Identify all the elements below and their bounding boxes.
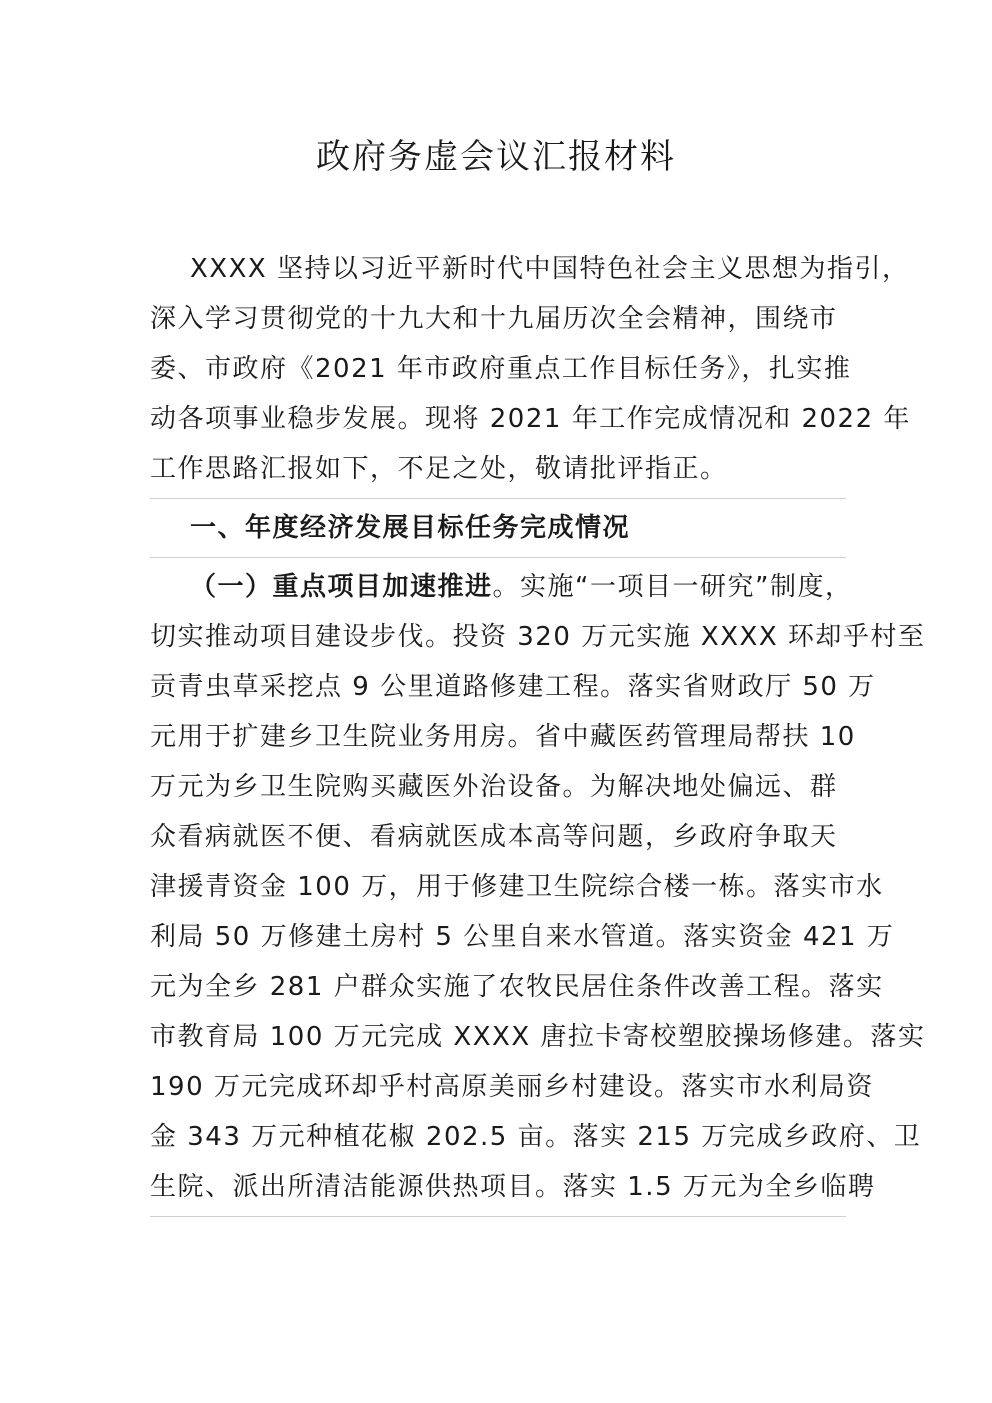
divider — [150, 498, 846, 499]
paragraph-line: 金 343 万元种植花椒 202.5 亩。落实 215 万完成乡政府、卫 — [150, 1122, 922, 1152]
divider — [150, 1216, 846, 1217]
intro-line: 委、市政府《2021 年市政府重点工作目标任务》，扎实推 — [150, 354, 852, 384]
document-title: 政府务虚会议汇报材料 — [316, 137, 676, 177]
section-heading: 一、年度经济发展目标任务完成情况 — [190, 513, 631, 543]
intro-line: XXXX 坚持以习近平新时代中国特色社会主义思想为指引， — [190, 254, 910, 284]
paragraph-line: 利局 50 万修建土房村 5 公里自来水管道。落实资金 421 万 — [150, 922, 895, 952]
paragraph-line: 众看病就医不便、看病就医成本高等问题，乡政府争取天 — [150, 822, 838, 852]
subsection-first-line — [150, 562, 853, 612]
paragraph-line: 元用于扩建乡卫生院业务用房。省中藏医药管理局帮扶 10 — [150, 722, 856, 752]
paragraph-line: 贡青虫草采挖点 9 公里道路修建工程。落实省财政厅 50 万 — [150, 672, 876, 702]
document-body — [150, 244, 926, 1221]
paragraph-line: 元为全乡 281 户群众实施了农牧民居住条件改善工程。落实 — [150, 972, 884, 1002]
paragraph-line: 生院、派出所清洁能源供热项目。落实 1.5 万元为全乡临聘 — [150, 1172, 876, 1202]
subsection-first-line-text: 。实施“一项目一研究”制度， — [492, 572, 853, 602]
paragraph-line: 市教育局 100 万元完成 XXXX 唐拉卡寄校塑胶操场修建。落实 — [150, 1022, 926, 1052]
subsection-heading: （一）重点项目加速推进 — [190, 572, 493, 602]
intro-line: 工作思路汇报如下，不足之处，敬请批评指正。 — [150, 454, 728, 484]
paragraph-line: 津援青资金 100 万，用于修建卫生院综合楼一栋。落实市水 — [150, 872, 884, 902]
paragraph-line: 切实推动项目建设步伐。投资 320 万元实施 XXXX 环却乎村至 — [150, 622, 926, 652]
paragraph-line: 190 万元完成环却乎村高原美丽乡村建设。落实市水利局资 — [150, 1072, 874, 1102]
paragraph-line: 万元为乡卫生院购买藏医外治设备。为解决地处偏远、群 — [150, 772, 838, 802]
intro-line: 动各项事业稳步发展。现将 2021 年工作完成情况和 2022 年 — [150, 404, 911, 434]
intro-line: 深入学习贯彻党的十九大和十九届历次全会精神，围绕市 — [150, 304, 838, 334]
divider — [150, 557, 846, 558]
